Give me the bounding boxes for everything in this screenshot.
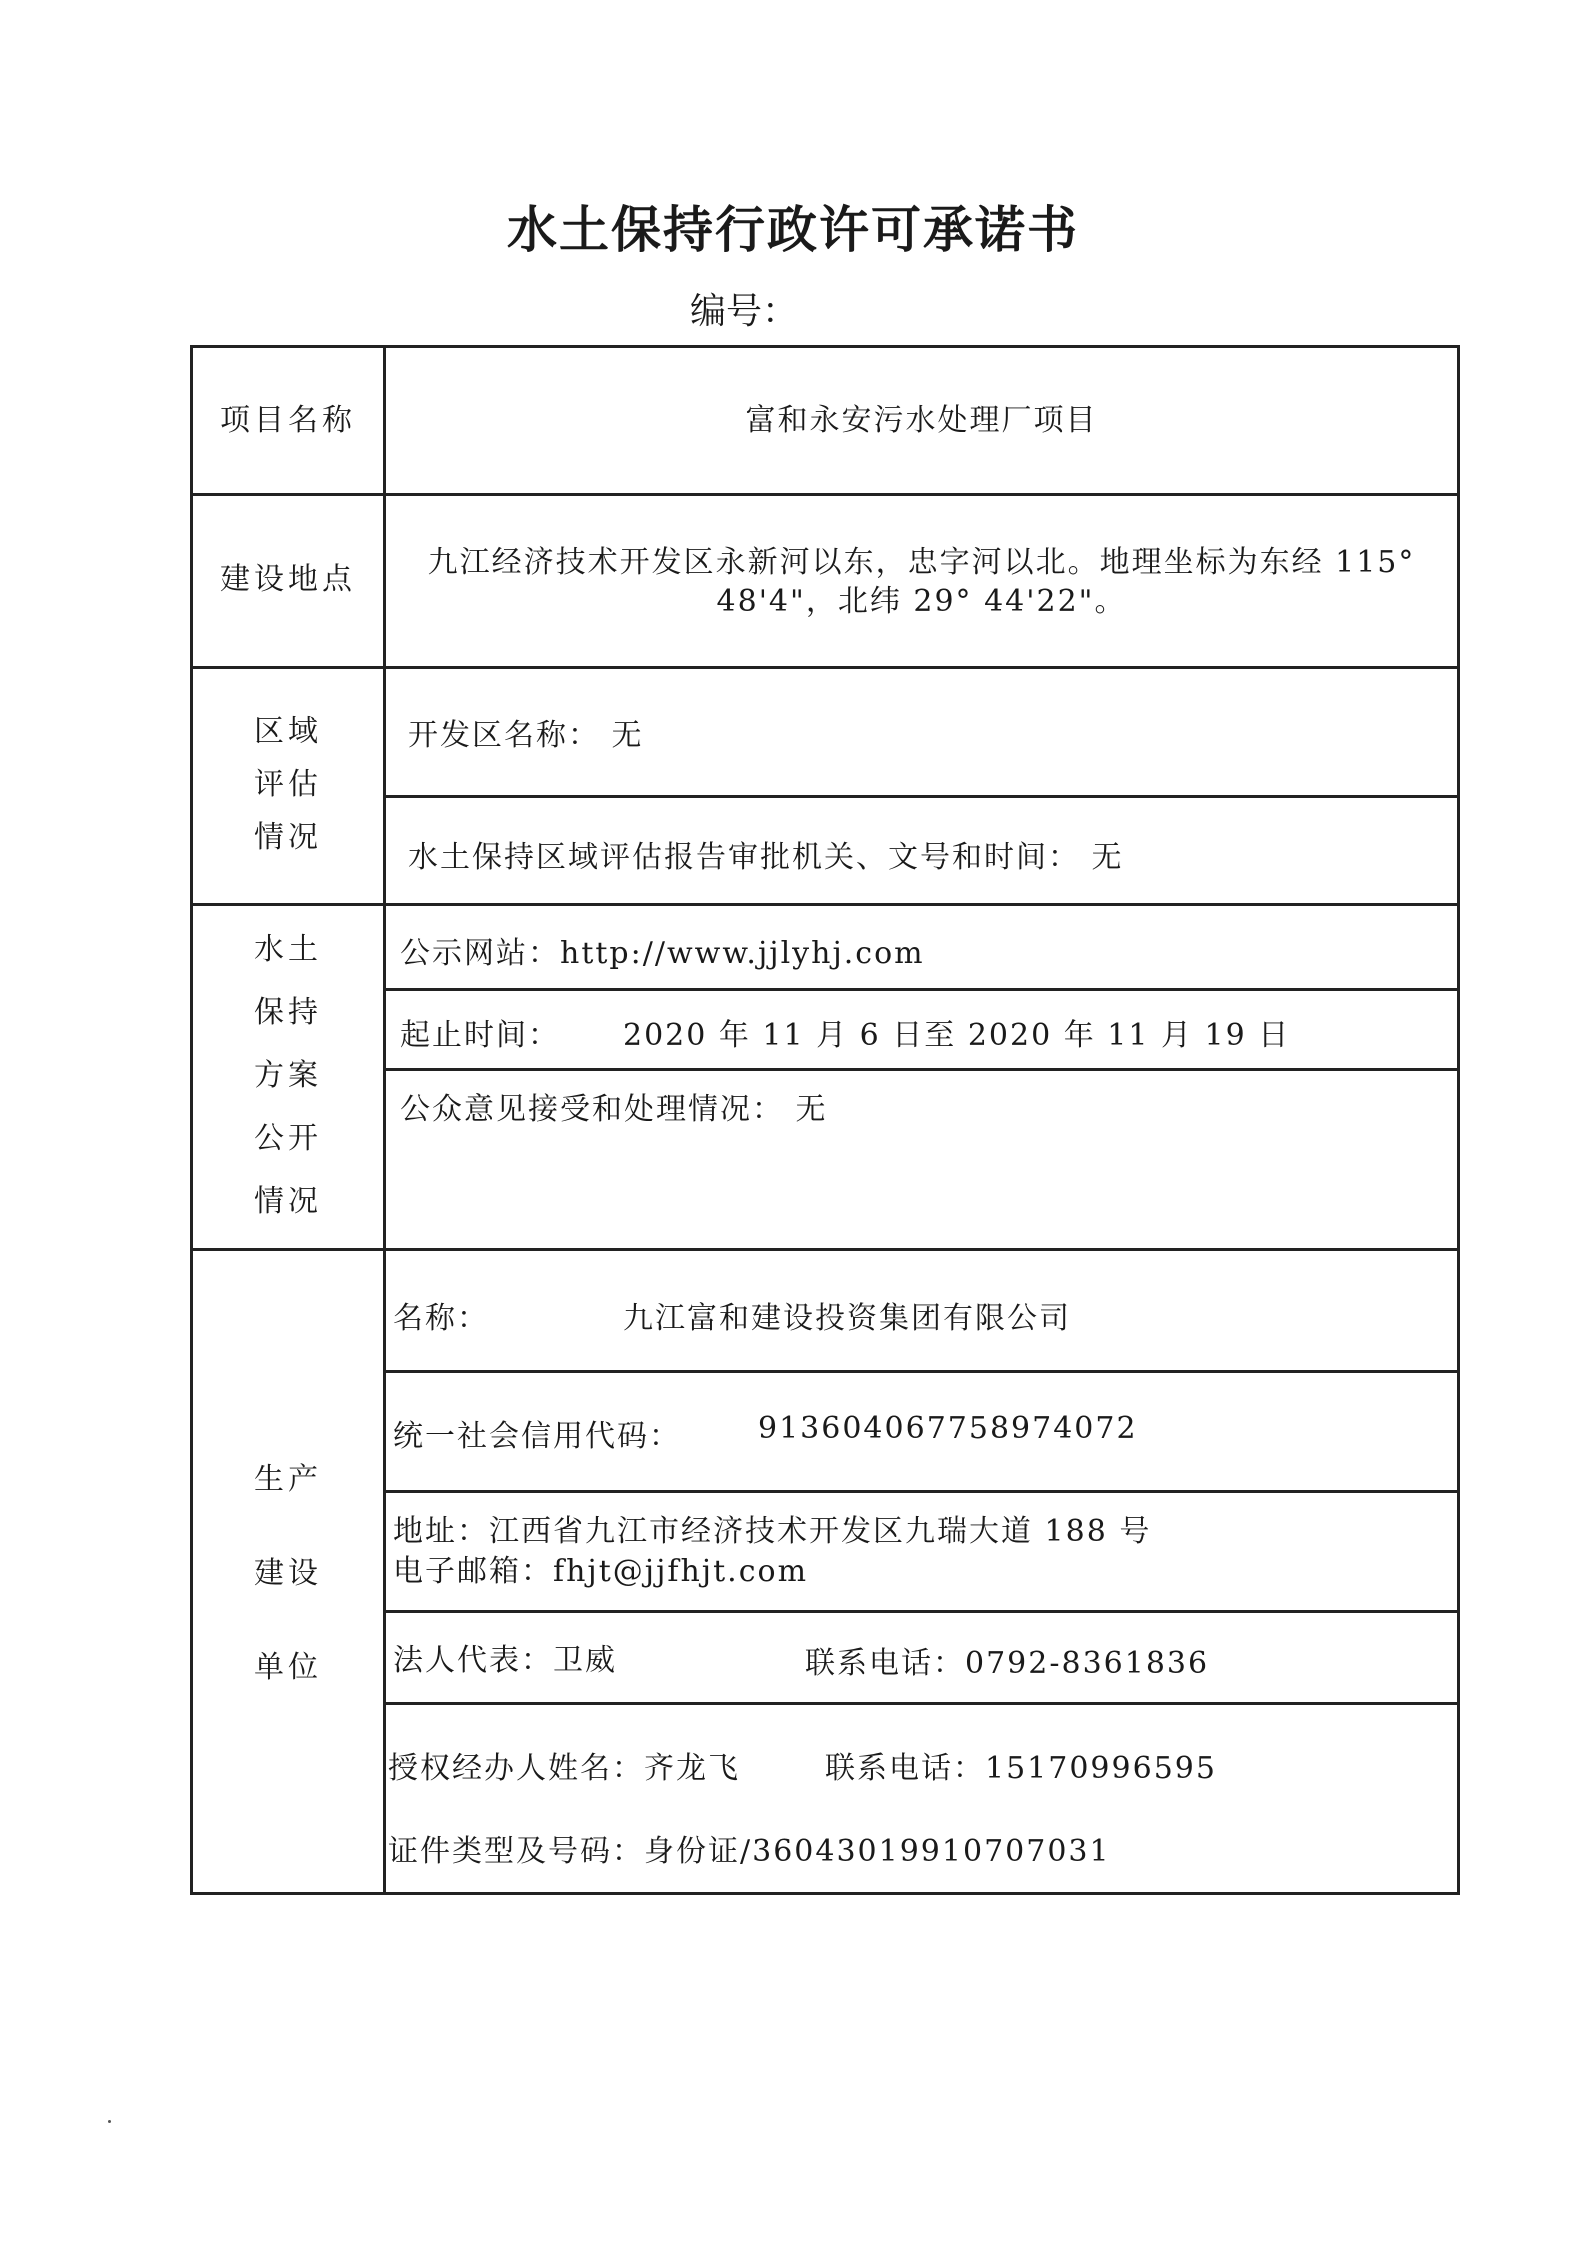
credit-code-value: 913604067758974072 xyxy=(758,1411,1138,1446)
id-document: 证件类型及号码：身份证/36043019910707031 xyxy=(388,1834,1111,1869)
publicity-period-label: 起止时间： xyxy=(400,1018,560,1053)
assessment-approval: 水土保持区域评估报告审批机关、文号和时间： 无 xyxy=(408,840,1124,875)
builder-address: 地址：江西省九江市经济技术开发区九瑞大道 188 号 xyxy=(393,1514,1152,1549)
subrow-divider xyxy=(383,1490,1457,1493)
subrow-divider xyxy=(383,1068,1457,1071)
document-title: 水土保持行政许可承诺书 xyxy=(507,200,1079,259)
subrow-divider xyxy=(383,988,1457,991)
regional-assessment-label: 区域 评估 情况 xyxy=(254,714,322,855)
credit-code-label: 统一社会信用代码： xyxy=(393,1419,681,1454)
publicity-website: 公示网站：http://www.jjlyhj.com xyxy=(400,936,925,971)
dev-zone-name: 开发区名称： 无 xyxy=(408,718,644,753)
authorized-agent: 授权经办人姓名：齐龙飞 xyxy=(388,1751,740,1786)
location-line-1: 九江经济技术开发区永新河以东，忠字河以北。地理坐标为东经 115° xyxy=(427,545,1416,580)
public-feedback: 公众意见接受和处理情况： 无 xyxy=(400,1092,828,1127)
project-name-value: 富和永安污水处理厂项目 xyxy=(745,403,1098,438)
builder-label: 生产 建设 单位 xyxy=(254,1461,322,1685)
subrow-divider xyxy=(383,1610,1457,1613)
builder-name-label: 名称： xyxy=(393,1301,489,1336)
builder-email: 电子邮箱：fhjt@jjfhjt.com xyxy=(393,1554,809,1589)
subrow-divider xyxy=(383,1702,1457,1705)
plan-publicity-label: 水土 保持 方案 公开 情况 xyxy=(254,932,322,1219)
scan-speck xyxy=(108,2120,111,2123)
location-line-2: 48'4"，北纬 29° 44'22"。 xyxy=(716,584,1127,619)
legal-rep-phone: 联系电话：0792-8361836 xyxy=(805,1646,1210,1681)
legal-representative: 法人代表：卫威 xyxy=(393,1643,617,1678)
document-number-label: 编号： xyxy=(690,291,799,332)
location-label: 建设地点 xyxy=(220,562,356,597)
agent-phone: 联系电话：15170996595 xyxy=(825,1751,1217,1786)
commitment-form-table xyxy=(190,345,1460,1895)
builder-name-value: 九江富和建设投资集团有限公司 xyxy=(623,1301,1071,1336)
subrow-divider xyxy=(383,1370,1457,1373)
subrow-divider xyxy=(383,795,1457,798)
publicity-period-value: 2020 年 11 月 6 日至 2020 年 11 月 19 日 xyxy=(623,1018,1291,1053)
location-value xyxy=(386,543,1457,621)
project-name-label: 项目名称 xyxy=(220,403,356,438)
